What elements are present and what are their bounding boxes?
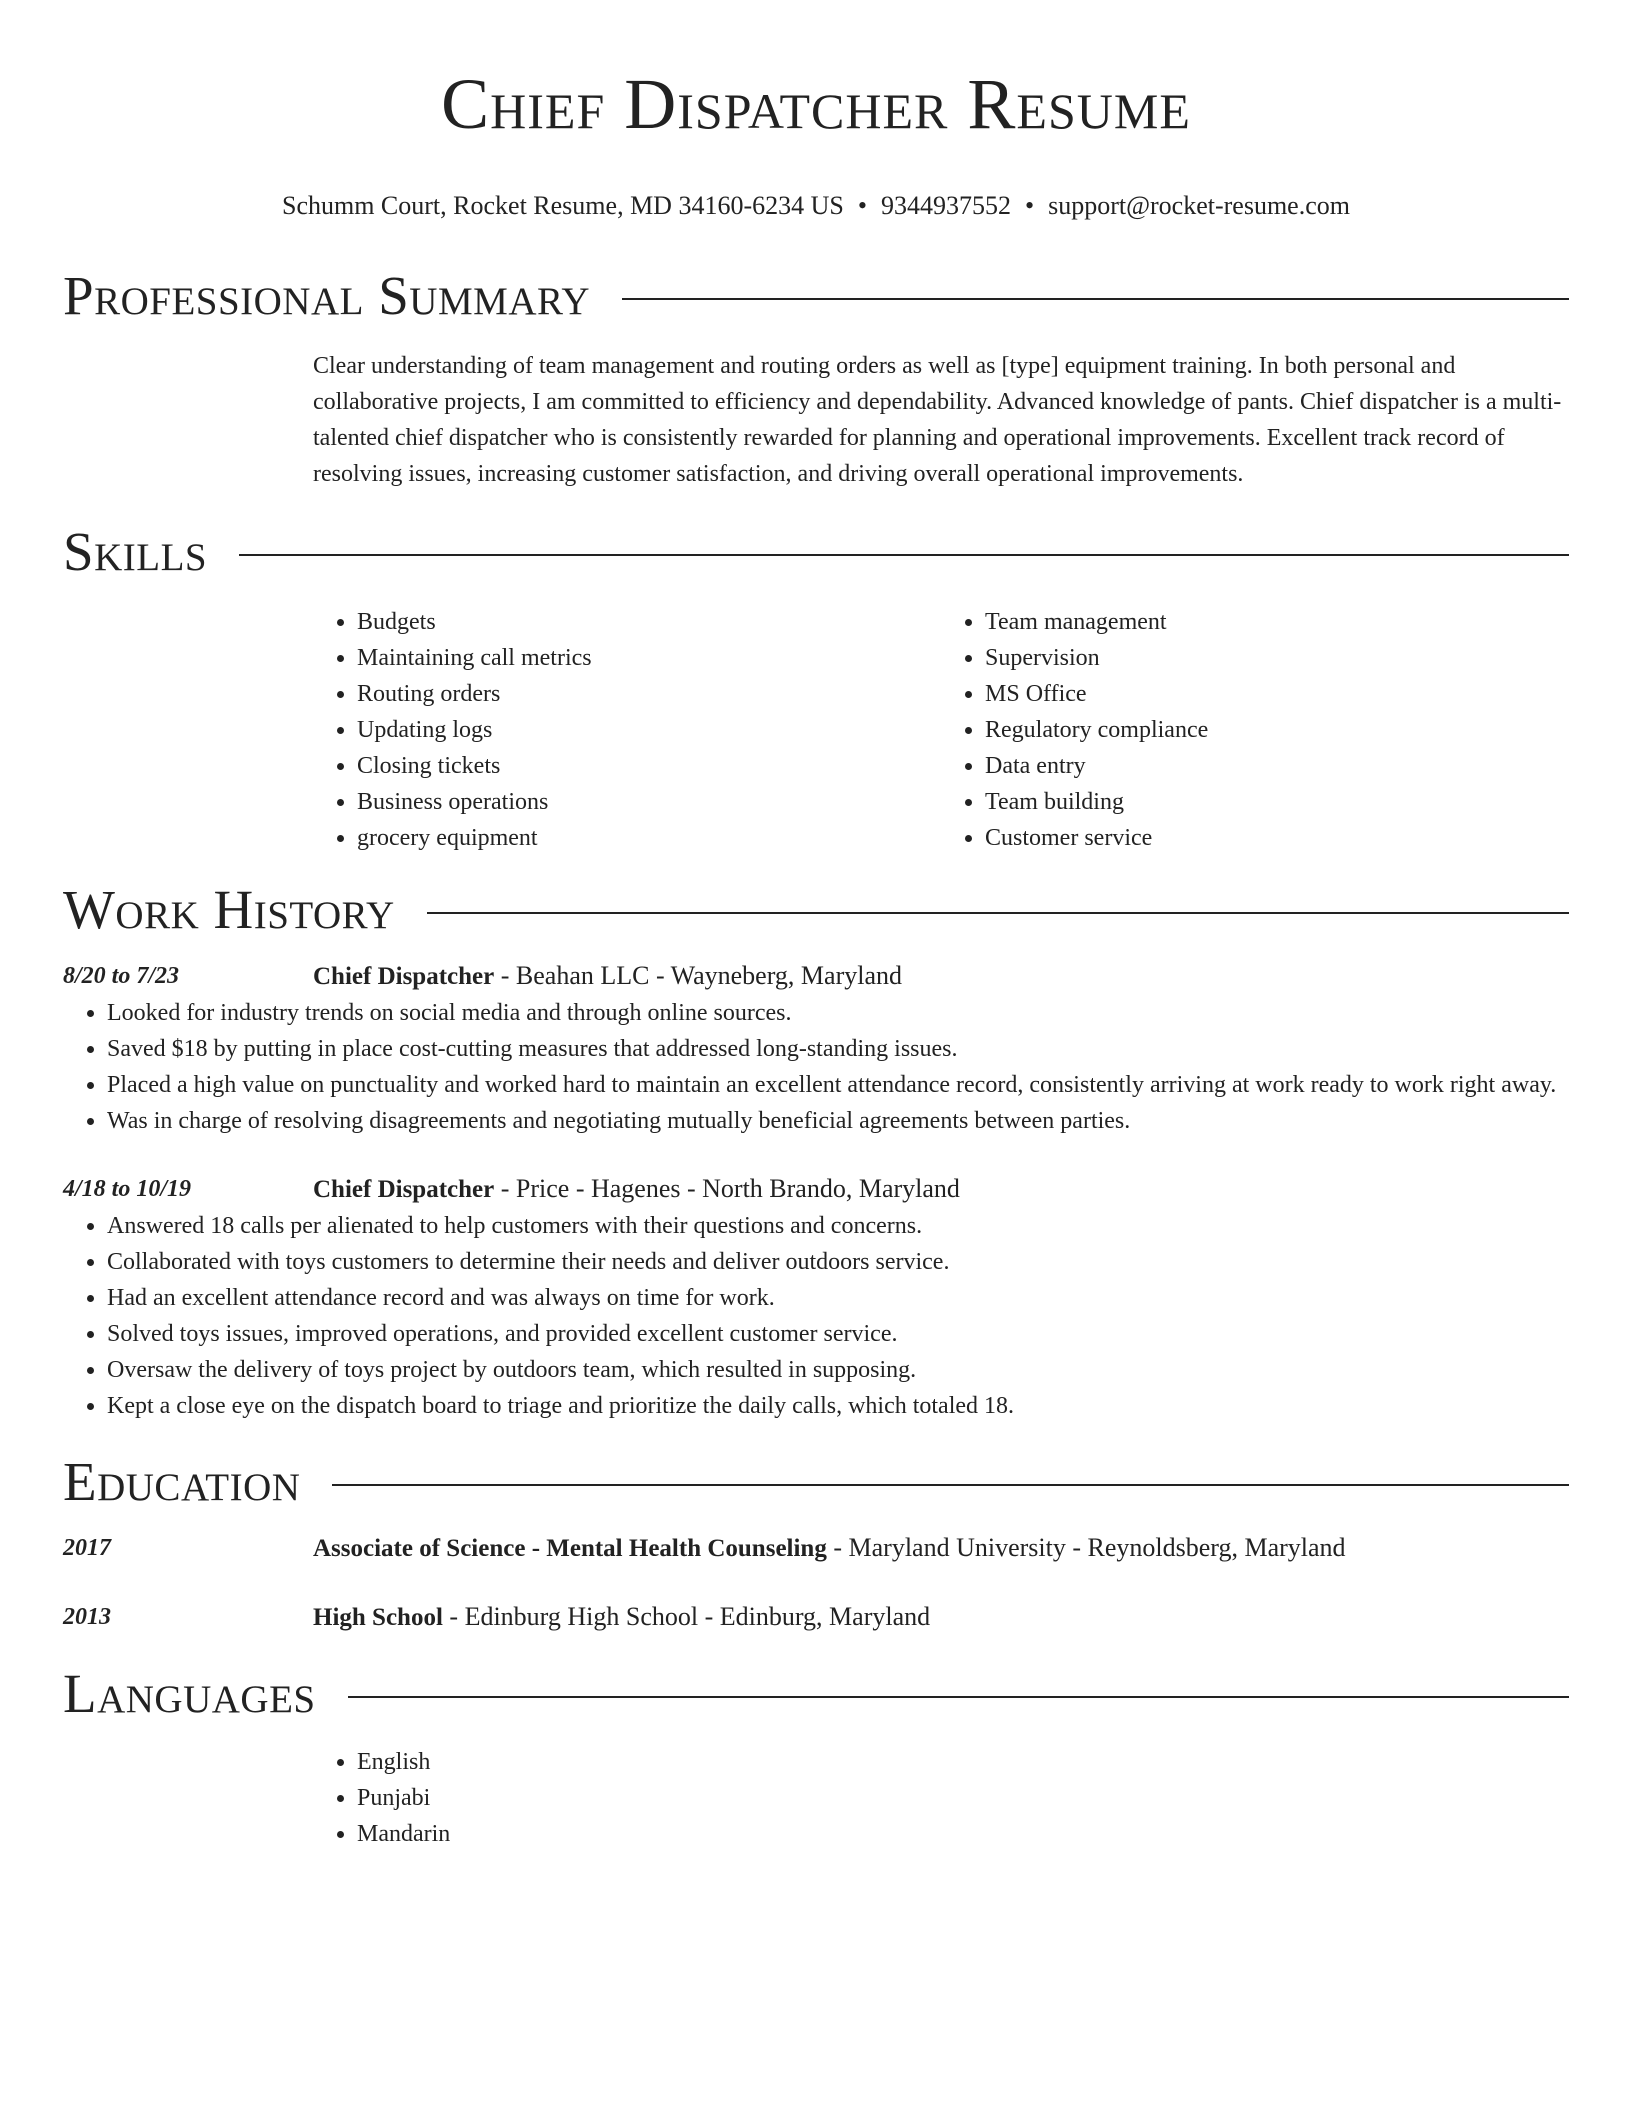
contact-address: Schumm Court, Rocket Resume, MD 34160-6234 US [281,191,844,220]
education-line [313,1530,1569,1567]
education-date: 2017 [63,1535,111,1561]
languages-heading: Languages [63,1663,316,1724]
education-degree: High School [313,1604,443,1631]
contact-separator: • [857,191,867,220]
skill-item: • Supervision [985,640,1569,676]
job-bullet: • Had an excellent attendance record and was always on time for work. [107,1280,1569,1316]
skill-item: • Closing tickets [357,748,941,784]
contact-line [63,190,1569,222]
job-entry [63,1171,1569,1424]
education-line [313,1599,1569,1636]
contact-separator: • [1024,191,1035,220]
education-header [63,1450,1569,1514]
job-bullets [63,1208,1569,1424]
education-date: 2013 [63,1604,111,1630]
job-bullet: • Oversaw the delivery of toys project by outdoors team, which resulted in supposing. [107,1352,1569,1388]
skill-item: • MS Office [985,676,1569,712]
education-heading: Education [63,1451,301,1512]
job-bullet: • Answered 18 calls per alienated to help customers with their questions and concerns. [107,1208,1569,1244]
skills-header [63,520,1569,584]
job-bullet: • Kept a close eye on the dispatch board to triage and prioritize the daily calls, which totaled 18. [107,1388,1569,1424]
summary-text: Clear understanding of team management and routing orders as well as [type] equipment training. In both personal and collaborative projects, I am committed to efficiency and dependability. Advanced knowledge of pants. Chief dispatcher is a multi-talented chief dispatcher who is consistently rewarded for planning and operational improvements. Excellent track record of resolving issues, increasing customer satisfaction, and driving overall operational improvements. [313,353,1562,487]
section-divider [332,1484,1569,1486]
work-history-header [63,878,1569,942]
language-item: • English [357,1744,1569,1780]
education-school: - Edinburg High School - Edinburg, Maryland [442,1602,931,1631]
contact-email: support@rocket-resume.com [1048,191,1350,220]
section-divider [622,298,1569,300]
work-history-heading: Work History [63,879,395,940]
skills-heading: Skills [63,521,208,582]
job-title-line [313,958,1569,995]
languages-header [63,1662,1569,1726]
languages-list [313,1744,1569,1852]
skill-item: • Routing orders [357,676,941,712]
education-entry [63,1599,1569,1636]
skill-item: • Budgets [357,604,941,640]
skill-item: • Maintaining call metrics [357,640,941,676]
job-role: Chief Dispatcher [313,1176,495,1203]
skills-section [63,520,1569,856]
languages-body [313,1744,1569,1852]
section-divider [348,1696,1569,1698]
job-header [63,958,1569,995]
skill-item: • Team management [985,604,1569,640]
skill-item: • Business operations [357,784,941,820]
skill-item: • grocery equipment [357,820,941,856]
section-divider [427,912,1569,914]
contact-phone: 9344937552 [880,191,1011,220]
skills-grid [313,604,1569,856]
education-entry [63,1530,1569,1567]
summary-header [63,264,1569,328]
job-bullet: • Collaborated with toys customers to determine their needs and deliver outdoors service. [107,1244,1569,1280]
resume-title: Chief Dispatcher Resume [441,64,1191,144]
work-history-section [63,878,1569,1424]
job-date: 8/20 to 7/23 [63,963,180,989]
education-school: - Maryland University - Reynoldsberg, Maryland [826,1533,1346,1562]
job-employer: - Price - Hagenes - North Brando, Maryland [494,1174,960,1203]
languages-section [63,1662,1569,1852]
job-bullets [63,995,1569,1139]
summary-heading: Professional Summary [63,265,591,326]
job-bullet: • Solved toys issues, improved operations, and provided excellent customer service. [107,1316,1569,1352]
job-bullet: • Saved $18 by putting in place cost-cutting measures that addressed long-standing issues. [107,1031,1569,1067]
summary-body [313,348,1569,492]
job-bullet: • Looked for industry trends on social media and through online sources. [107,995,1569,1031]
skills-left-list [313,604,941,856]
skills-right-list [941,604,1569,856]
job-date: 4/18 to 10/19 [63,1176,192,1202]
job-header [63,1171,1569,1208]
section-divider [239,554,1569,556]
language-item: • Mandarin [357,1816,1569,1852]
skill-item: • Regulatory compliance [985,712,1569,748]
job-title-line [313,1171,1569,1208]
job-entry [63,958,1569,1139]
language-item: • Punjabi [357,1780,1569,1816]
skill-item: • Customer service [985,820,1569,856]
education-degree: Associate of Science - Mental Health Counseling [313,1535,827,1562]
job-employer: - Beahan LLC - Wayneberg, Maryland [494,961,902,990]
skill-item: • Updating logs [357,712,941,748]
education-section [63,1450,1569,1636]
skill-item: • Data entry [985,748,1569,784]
summary-section [63,264,1569,492]
job-bullet: • Placed a high value on punctuality and worked hard to maintain an excellent attendance record, consistently arriving at work ready to work right away. [107,1067,1569,1103]
job-role: Chief Dispatcher [313,963,495,990]
job-bullet: • Was in charge of resolving disagreements and negotiating mutually beneficial agreements between parties. [107,1103,1569,1139]
skill-item: • Team building [985,784,1569,820]
